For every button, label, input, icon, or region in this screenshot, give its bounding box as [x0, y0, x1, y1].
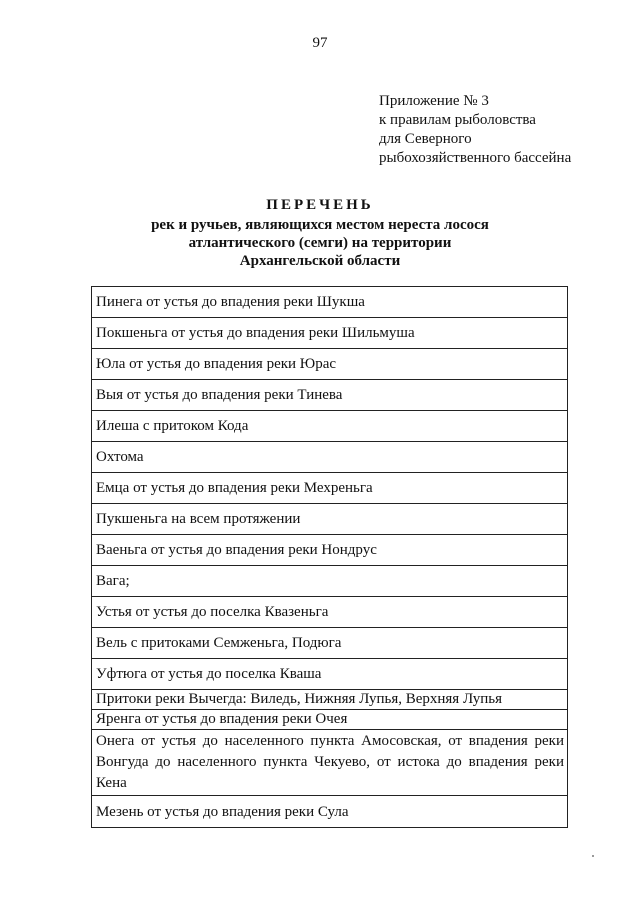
table-row: [92, 628, 568, 659]
river-cell: Покшеньга от устья до впадения реки Шильмуша: [92, 318, 568, 349]
river-cell: Онега от устья до населенного пункта Амосовская, от впадения реки Вонгуда до населенного пункта Чекуево, от истока до впадения реки Кена: [92, 730, 568, 796]
table-row: [92, 380, 568, 411]
table-row: [92, 411, 568, 442]
river-cell: Уфтюга от устья до поселка Кваша: [92, 659, 568, 690]
page-number: 97: [312, 35, 328, 51]
river-cell: Вель с притоками Семженьга, Подюга: [92, 628, 568, 659]
river-cell: Вага;: [92, 566, 568, 597]
title-heading: ПЕРЕЧЕНЬ: [266, 197, 374, 213]
river-cell: Илеша с притоком Кода: [92, 411, 568, 442]
scan-speck: [592, 855, 594, 857]
title-subtitle-line: рек и ручьев, являющихся местом нереста лосося: [151, 217, 489, 233]
river-cell: Устья от устья до поселка Квазеньга: [92, 597, 568, 628]
table-row: [92, 349, 568, 380]
rivers-table: [91, 286, 568, 828]
table-row: [92, 566, 568, 597]
appendix-line: рыбохозяйственного бассейна: [379, 150, 572, 166]
river-cell: Пинега от устья до впадения реки Шукша: [92, 287, 568, 318]
table-row: [92, 730, 568, 796]
table-row: [92, 796, 568, 828]
title-subtitle-line: атлантического (семги) на территории: [188, 235, 452, 251]
appendix-line: к правилам рыболовства: [379, 112, 536, 128]
table-row: [92, 659, 568, 690]
document-title: [150, 196, 490, 270]
appendix-line: Приложение № 3: [379, 93, 489, 109]
table-row: [92, 690, 568, 710]
appendix-line: для Северного: [379, 131, 472, 147]
table-row: [92, 442, 568, 473]
river-cell: Мезень от устья до впадения реки Сула: [92, 796, 568, 828]
river-cell: Юла от устья до впадения реки Юрас: [92, 349, 568, 380]
table-row: [92, 710, 568, 730]
table-row: [92, 597, 568, 628]
river-cell: Притоки реки Вычегда: Виледь, Нижняя Лупья, Верхняя Лупья: [92, 690, 568, 710]
river-cell: Пукшеньга на всем протяжении: [92, 504, 568, 535]
river-cell: Ваеньга от устья до впадения реки Нондрус: [92, 535, 568, 566]
appendix-note: [379, 92, 571, 168]
table-row: [92, 473, 568, 504]
table-row: [92, 287, 568, 318]
table-row: [92, 504, 568, 535]
river-cell: Яренга от устья до впадения реки Очея: [92, 710, 568, 730]
title-subtitle-line: Архангельской области: [239, 253, 401, 269]
river-cell: Выя от устья до впадения реки Тинева: [92, 380, 568, 411]
table-row: [92, 535, 568, 566]
table-row: [92, 318, 568, 349]
river-cell: Охтома: [92, 442, 568, 473]
river-cell: Емца от устья до впадения реки Мехреньга: [92, 473, 568, 504]
